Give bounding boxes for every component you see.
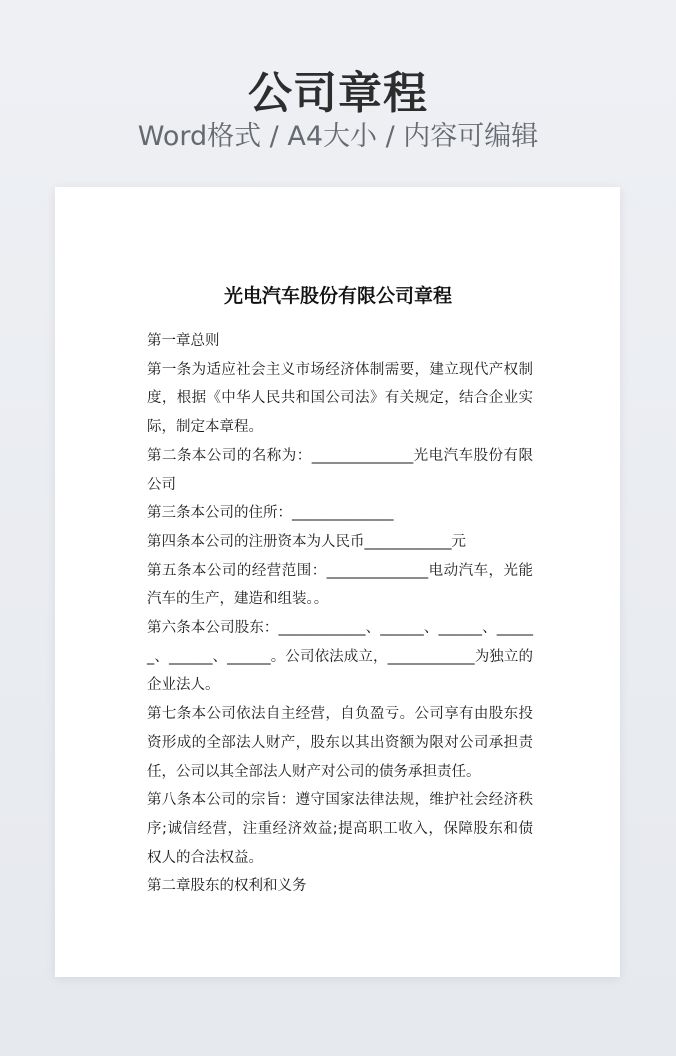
article-1: 第一条为适应社会主义市场经济体制需要，建立现代产权制度，根据《中华人民共和国公司法》有关规定，结合企业实际，制定本章程。 [147,361,533,436]
chapter-heading-general: 第一章总则 [147,333,220,349]
article-4: 第四条本公司的注册资本为人民币____________元 [147,533,466,550]
article-8: 第八条本公司的宗旨：遵守国家法律法规，维护社会经济秩序;诚信经营，注重经济效益;提高职工收入，保障股东和债权人的合法权益。 [147,792,533,866]
article-2: 第二条本公司的名称为：______________光电汽车股份有限公司 [147,447,533,493]
article-5: 第五条本公司的经营范围：______________电动汽车，光能汽车的生产，建造和组装。。 [147,562,533,608]
article-7: 第七条本公司依法自主经营，自负盈亏。公司享有由股东投资形成的全部法人财产，股东以其出资额为限对公司承担责任，公司以其全部法人财产对公司的债务承担责任。 [147,706,533,780]
document-title: 光电汽车股份有限公司章程 [223,285,452,307]
chapter-heading-shareholders: 第二章股东的权利和义务 [147,878,307,895]
header-title: 公司章程 [248,68,428,119]
article-3: 第三条本公司的住所：______________ [147,505,394,522]
article-6: 第六条本公司股东：____________、______、______、______、______、______。公司依法成立，____________为独立的企业法人。 [147,620,533,694]
document-body [147,327,533,901]
header-subtitle: Word格式 / A4大小 / 内容可编辑 [137,121,539,152]
